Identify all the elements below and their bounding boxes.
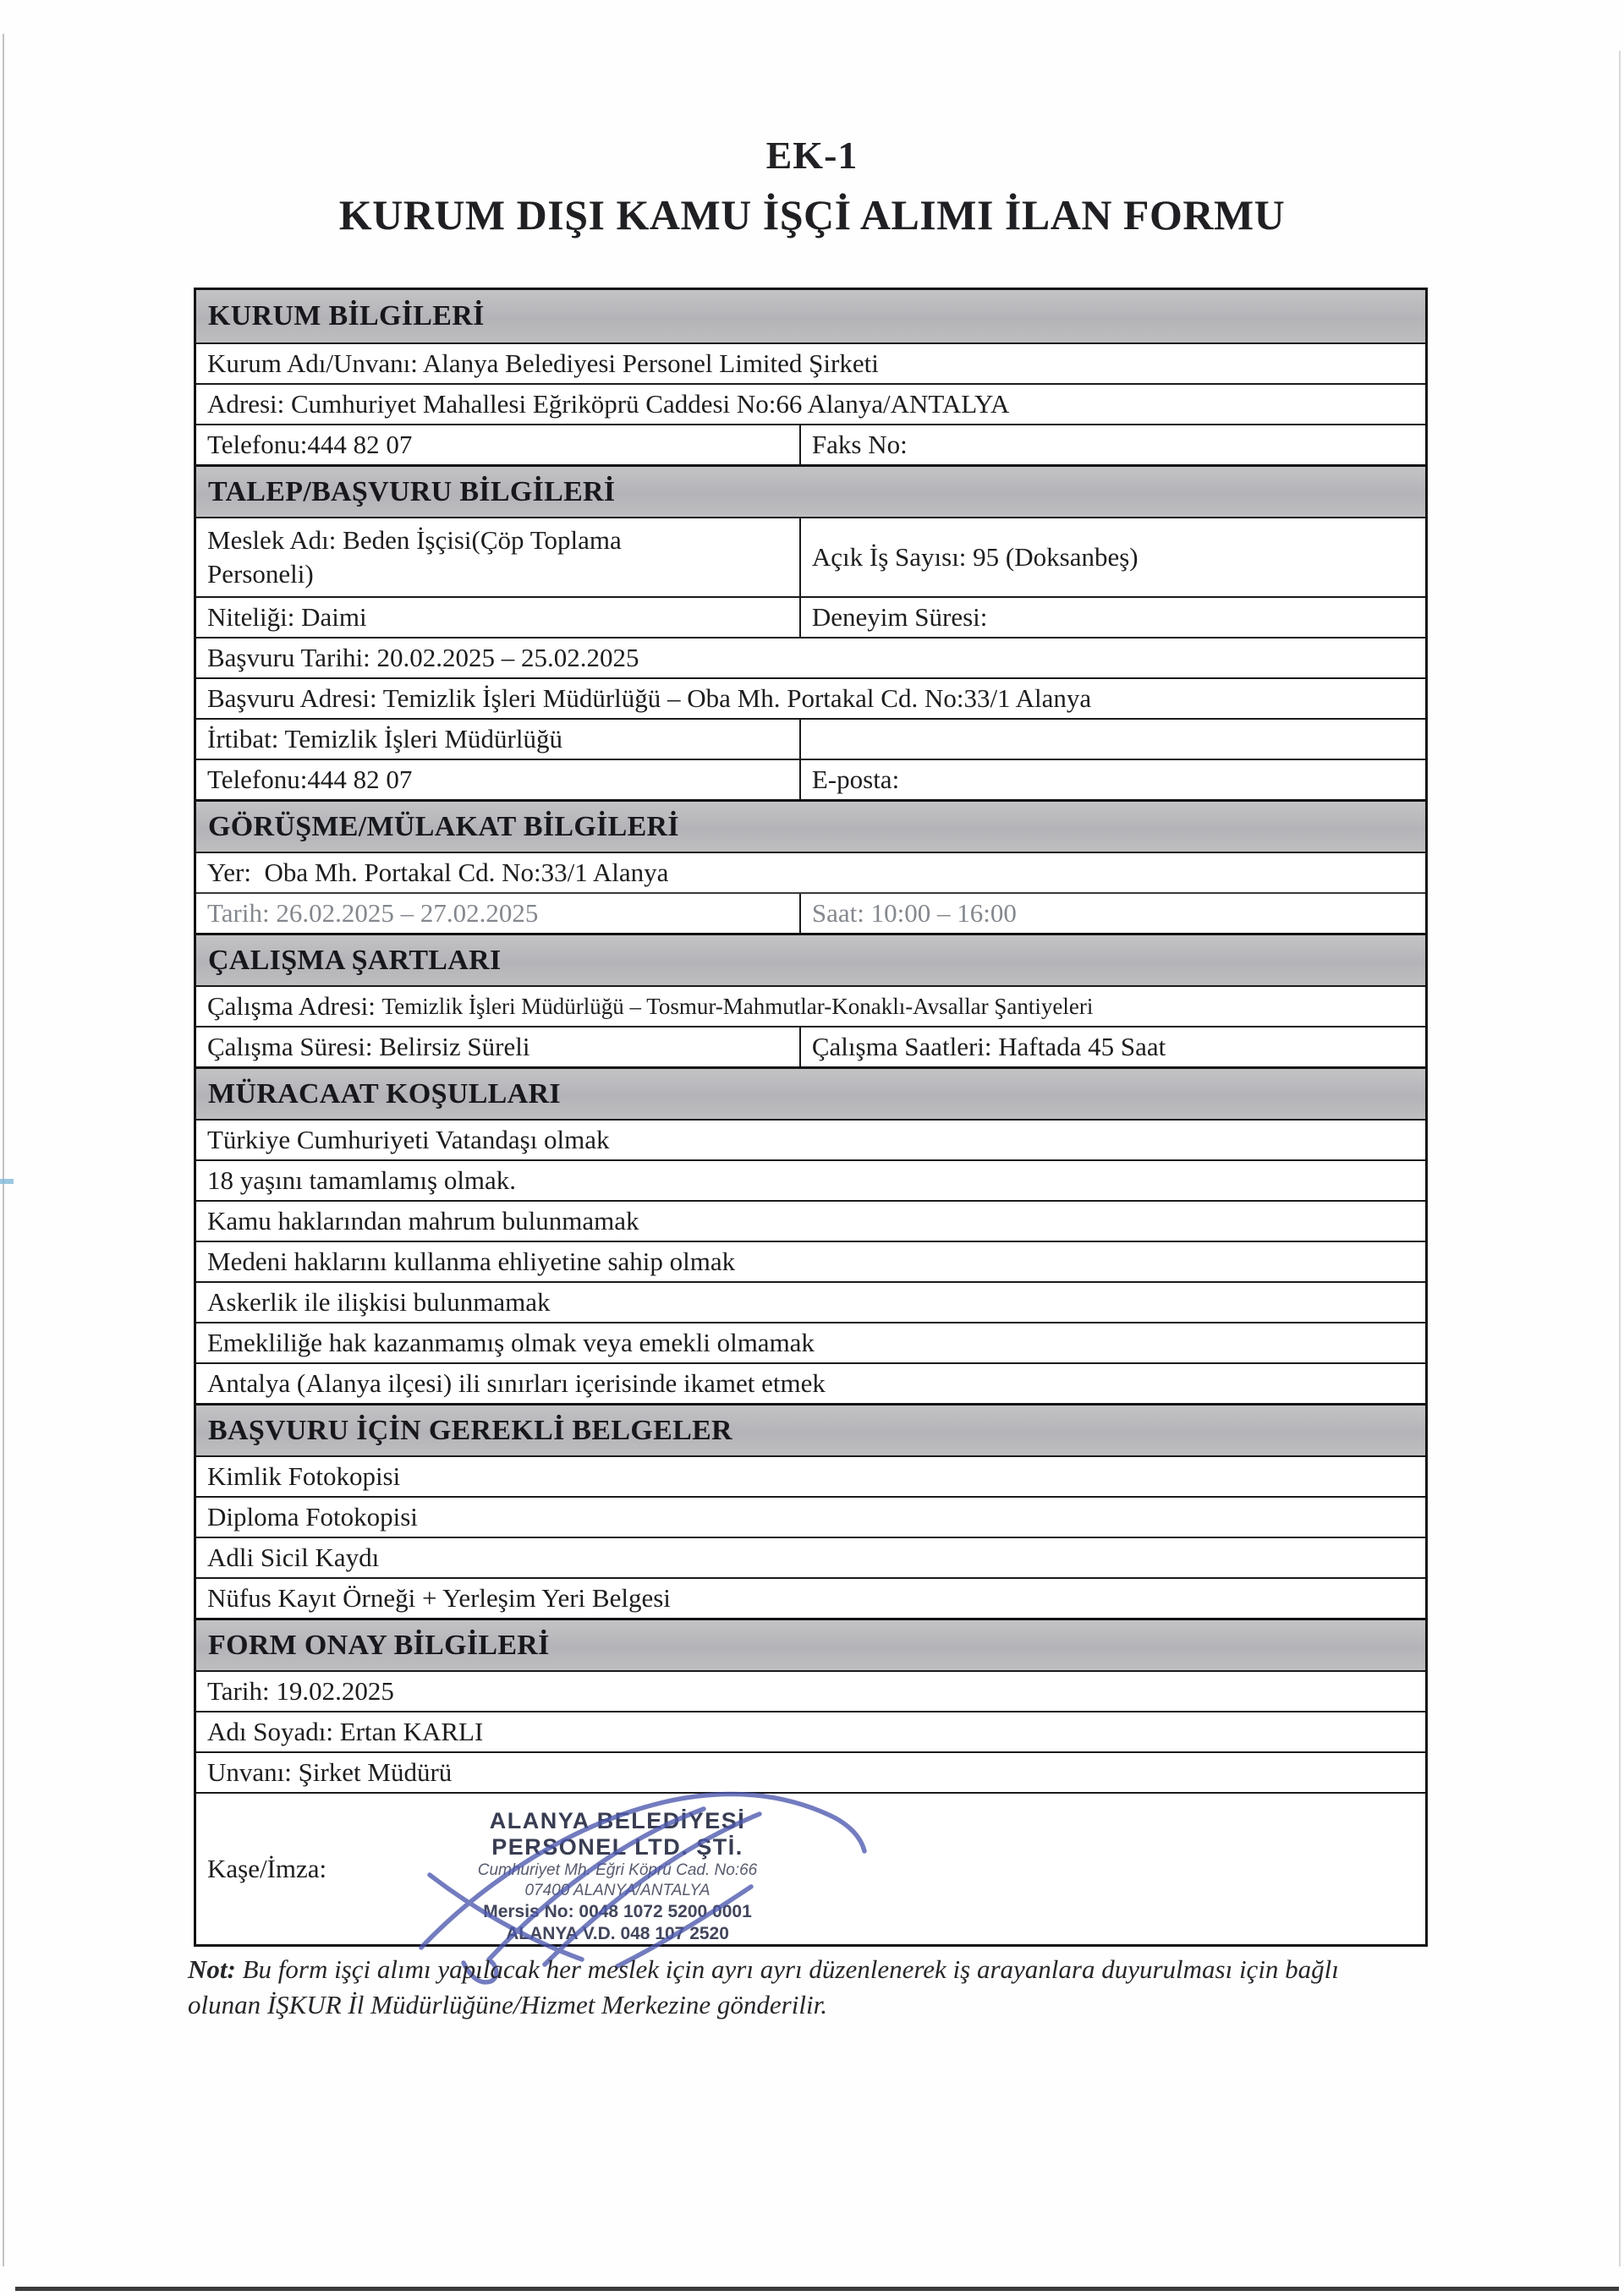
stamp-mersis-no: Mersis No: 0048 1072 5200 0001 [483,1902,752,1921]
irtibat-text: İrtibat: Temizlik İşleri Müdürlüğü [196,720,801,759]
stamp-address-line1: Cumhuriyet Mh. Eğri Köprü Cad. No:66 [477,1861,758,1879]
adresi-text: Adresi: Cumhuriyet Mahallesi Eğriköprü Caddesi No:66 Alanya/ANTALYA [207,389,1010,419]
calisma-adresi-label: Çalışma Adresi: [207,991,382,1021]
kosul-text: Kamu haklarından mahrum bulunmamak [207,1206,639,1236]
footnote-line1 [188,1952,1457,1987]
row-basvuru-tarihi [196,637,1425,677]
section-header-gorusme-mulakat: GÖRÜŞME/MÜLAKAT BİLGİLERİ [196,799,1425,852]
row-belge-adli-sicil [196,1537,1425,1577]
calisma-saatleri-text: Çalışma Saatleri: Haftada 45 Saat [811,1032,1166,1061]
scan-artifact [0,1179,14,1184]
calisma-adresi-cell [196,987,1425,1026]
stamp-company-name-line1: ALANYA BELEDİYESİ [489,1808,746,1833]
form-title-block [0,134,1624,240]
form-ek-label: EK-1 [765,134,859,177]
basvuru-adresi-text: Başvuru Adresi: Temizlik İşleri Müdürlüğü – Oba Mh. Portakal Cd. No:33/1 Alanya [207,683,1092,713]
row-belge-nufus [196,1577,1425,1618]
footnote-line1-text: Bu form işçi alımı yapılacak her meslek için ayrı ayrı düzenlenerek iş arayanlara duyurulması için bağlı [235,1954,1339,1984]
scan-edge-right [1619,51,1621,2266]
kosul-text: Medeni haklarını kullanma ehliyetine sahip olmak [207,1247,736,1276]
section-header-kurum-bilgileri: KURUM BİLGİLERİ [196,290,1425,342]
telefon-text: Telefonu:444 82 07 [196,425,801,464]
calisma-suresi-text: Çalışma Süresi: Belirsiz Süreli [196,1027,801,1066]
row-meslek-adi [196,517,1425,596]
section-header-muracaat-kosullari: MÜRACAAT KOŞULLARI [196,1066,1425,1119]
row-kosul-vatandaslik [196,1119,1425,1159]
kase-imza-label: Kaşe/İmza: [207,1854,327,1883]
form-title: KURUM DIŞI KAMU İŞÇİ ALIMI İLAN FORMU [338,191,1286,238]
row-basvuru-adresi [196,677,1425,718]
section-header-gerekli-belgeler: BAŞVURU İÇİN GEREKLİ BELGELER [196,1403,1425,1455]
acik-is-sayisi-text: Açık İş Sayısı: 95 (Doksanbeş) [811,542,1138,572]
row-kosul-medeni-haklar [196,1241,1425,1281]
row-adresi [196,383,1425,424]
footnote-not-label: Not: [188,1954,236,1984]
row-niteligi [196,596,1425,637]
row-kosul-yas [196,1159,1425,1200]
row-kosul-ikamet [196,1362,1425,1403]
yer-text: Yer: Oba Mh. Portakal Cd. No:33/1 Alanya [207,858,669,887]
row-kurum-adi [196,342,1425,383]
row-irtibat [196,718,1425,759]
stamp-tax-no: ALANYA V.D. 048 107 2520 [506,1924,729,1943]
row-onay-unvani [196,1751,1425,1792]
scan-edge-left [3,34,4,2266]
onay-unvani-text: Unvanı: Şirket Müdürü [207,1757,453,1787]
meslek-adi-text: Meslek Adı: Beden İşçisi(Çöp Toplama Personeli) [196,518,801,596]
kosul-text: 18 yaşını tamamlamış olmak. [207,1165,517,1195]
row-belge-kimlik [196,1455,1425,1496]
belge-text: Kimlik Fotokopisi [207,1461,401,1491]
row-kosul-askerlik [196,1281,1425,1322]
row-onay-tarih [196,1670,1425,1711]
row-kosul-emeklilik [196,1322,1425,1362]
stamp-company-name-line2: PERSONEL LTD. ŞTİ. [491,1834,743,1860]
kosul-text: Askerlik ile ilişkisi bulunmamak [207,1287,551,1317]
onay-tarih-text: Tarih: 19.02.2025 [207,1676,394,1706]
belge-text: Adli Sicil Kaydı [207,1543,380,1572]
row-telefon-faks [196,424,1425,464]
basvuru-tarihi-text: Başvuru Tarihi: 20.02.2025 – 25.02.2025 [207,643,639,672]
gorusme-saat-text: Saat: 10:00 – 16:00 [811,898,1017,928]
irtibat-empty-cell [801,720,1425,759]
kosul-text: Antalya (Alanya ilçesi) ili sınırları içerisinde ikamet etmek [207,1368,826,1398]
section-header-talep-basvuru: TALEP/BAŞVURU BİLGİLERİ [196,464,1425,517]
deneyim-suresi-text: Deneyim Süresi: [811,602,988,632]
kurum-adi-text: Kurum Adı/Unvanı: Alanya Belediyesi Personel Limited Şirketi [207,348,879,378]
row-calisma-suresi-saatleri [196,1026,1425,1066]
row-yer [196,852,1425,892]
belge-text: Nüfus Kayıt Örneği + Yerleşim Yeri Belgesi [207,1583,671,1613]
row-telefon-eposta [196,759,1425,799]
gorusme-tarih-text: Tarih: 26.02.2025 – 27.02.2025 [196,894,801,933]
company-stamp [372,1808,863,1945]
onay-adi-soyadi-text: Adı Soyadı: Ertan KARLI [207,1717,484,1746]
belge-text: Diploma Fotokopisi [207,1502,418,1532]
kosul-text: Emekliliğe hak kazanmamış olmak veya emekli olmamak [207,1328,815,1357]
scan-edge-bottom [15,2287,1619,2291]
section-header-form-onay: FORM ONAY BİLGİLERİ [196,1618,1425,1670]
faks-text: Faks No: [811,430,908,459]
stamp-address-line2: 07400 ALANYA/ANTALYA [524,1882,710,1899]
calisma-adresi-value: Temizlik İşleri Müdürlüğü – Tosmur-Mahmutlar-Konaklı-Avsallar Şantiyeleri [381,993,1094,1019]
footnote [188,1952,1457,2023]
telefon2-text: Telefonu:444 82 07 [196,760,801,799]
row-calisma-adresi [196,985,1425,1026]
row-kosul-kamu-haklari [196,1200,1425,1241]
eposta-text: E-posta: [811,764,900,794]
row-belge-diploma [196,1496,1425,1537]
kosul-text: Türkiye Cumhuriyeti Vatandaşı olmak [207,1125,610,1154]
form-table [194,288,1428,1947]
niteligi-text: Niteliği: Daimi [196,598,801,637]
section-header-calisma-sartlari: ÇALIŞMA ŞARTLARI [196,933,1425,985]
row-onay-adi-soyadi [196,1711,1425,1751]
row-tarih-saat [196,892,1425,933]
footnote-line2: olunan İŞKUR İl Müdürlüğüne/Hizmet Merkezine gönderilir. [188,1990,827,2019]
